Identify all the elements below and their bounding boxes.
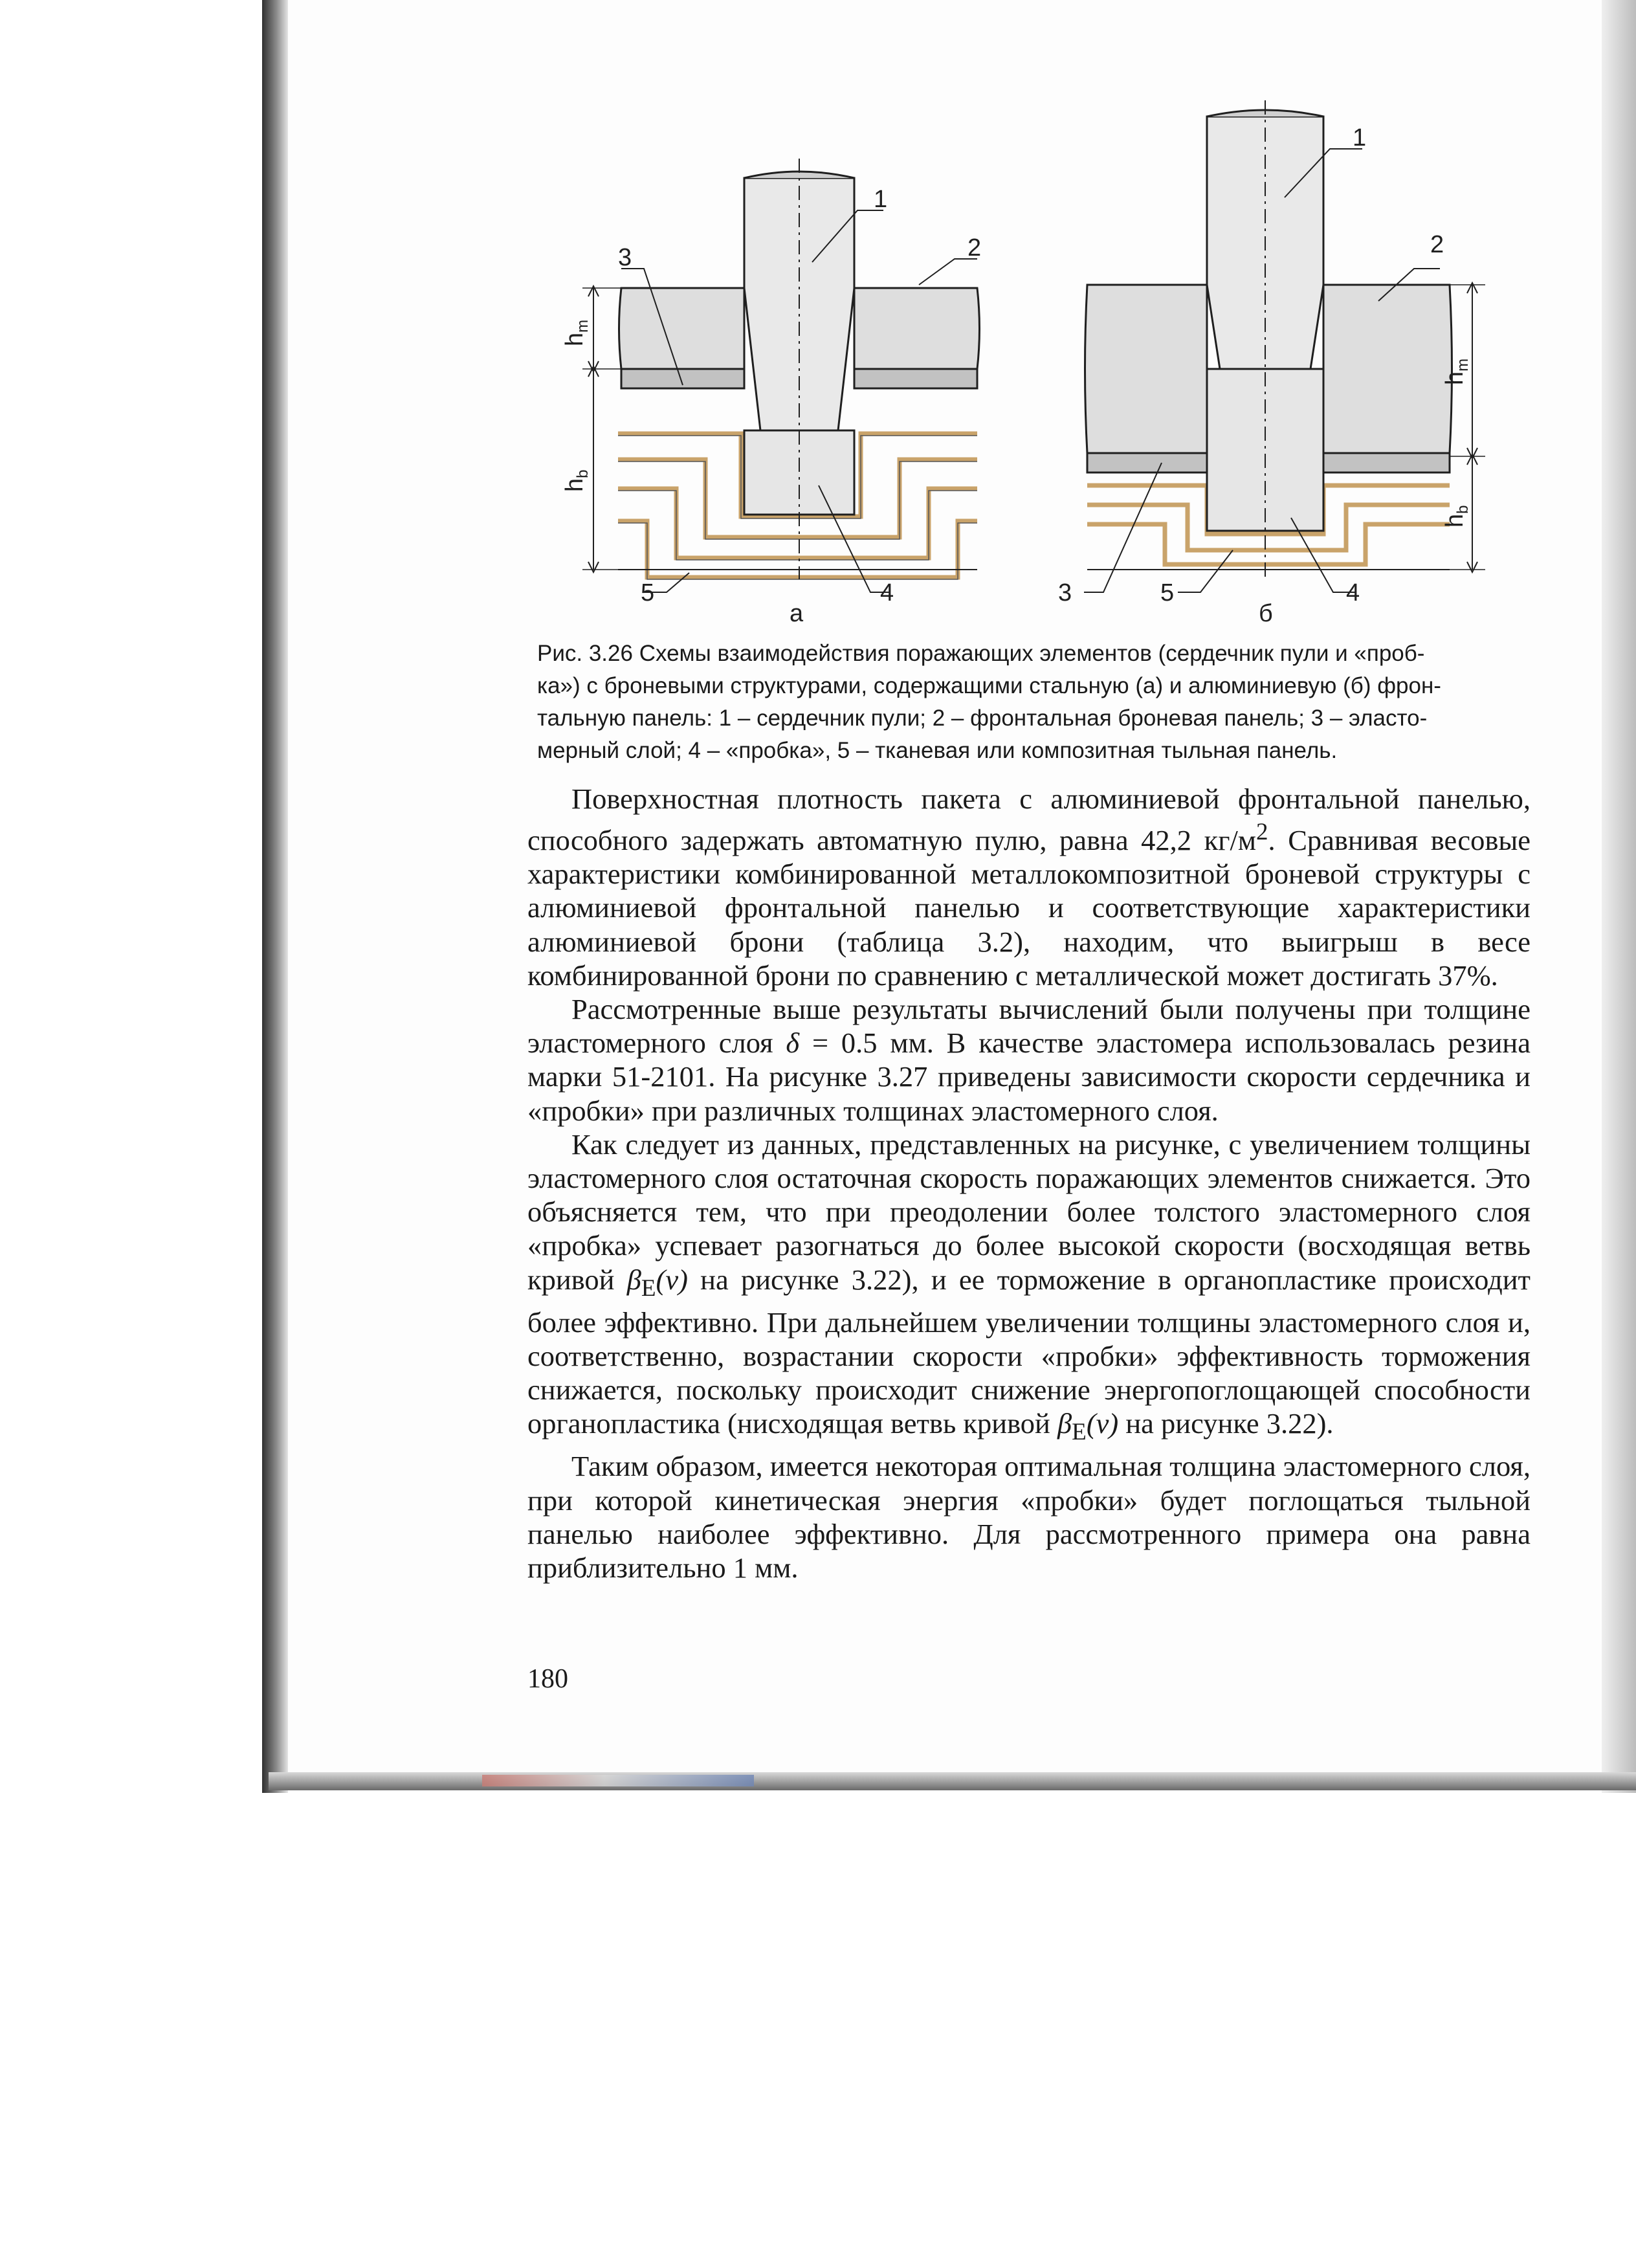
elastomer-layer-right [854,369,977,388]
label-a-4: 4 [880,579,894,606]
front-panel-left [619,288,745,369]
delta-symbol: δ [786,1027,800,1060]
label-b-5: 5 [1160,579,1175,606]
book-spine-shadow [262,0,288,1793]
cover-stripe [482,1775,754,1786]
subfigure-b [1084,100,1485,592]
caption-line: Рис. 3.26 Схемы взаимодействия поражающих элементов (сердечник пули и «проб- [537,641,1425,666]
label-b-2: 2 [1430,231,1444,258]
label-b-3: 3 [1058,579,1072,606]
caption-line: ка») с броневыми структурами, содержащими стальную (а) и алюминиевую (б) фрон- [537,673,1441,698]
caption-line: тальную панель: 1 – сердечник пули; 2 – фронтальная броневая панель; 3 – эласто- [537,706,1428,731]
paragraph-2: Рассмотренные выше результаты вычислений были получены при толщине эластомерного слоя δ = 0.5 мм. В качестве эластомера использовалась резина марки 51-2101. На рисунке 3.27 приведены зависимости скорости сердечника и «пробки» при различных толщинах эластомерного слоя. [527,993,1531,1127]
label-b-hm: $h_m$ [1441,358,1472,385]
beta-symbol: β [1057,1407,1072,1440]
beta-symbol: β [626,1263,641,1296]
paragraph-4: Таким образом, имеется некоторая оптимальная толщина эластомерного слоя, при которой кинетическая энергия «пробки» будет поглощаться тыльной панелью наиболее эффективно. Для рассмотренного примера она равна приблизительно 1 мм. [527,1450,1531,1584]
subfigure-b-caption: б [1259,600,1273,627]
elastomer-layer-right-b [1323,453,1450,472]
figure-caption [537,638,1521,767]
label-a-hb: $h_b$ [561,469,591,492]
label-b-1: 1 [1353,124,1367,151]
label-a-hm: $h_m$ [561,319,591,346]
page-number: 180 [527,1664,568,1694]
scan-margin [0,0,272,1793]
elastomer-layer-left [621,369,744,388]
front-panel-left-b [1085,285,1208,453]
subfigure-a-caption: а [790,600,804,627]
paragraph-3: Как следует из данных, представленных на рисунке, с увеличением толщины эластомерного слоя остаточная скорость поражающих элементов снижается. Это объясняется тем, что при преодолении более толстого эластомерного слоя «пробка» успевает разогнаться до более высокой скорости (восходящая ветвь кривой $\beta_E(v)$ на рисунке 3.22), и ее торможение в органопластике происходит более эффективно. При дальнейшем увеличении толщины эластомерного слоя и, соответственно, возрастании скорости «пробки» эффективность торможения снижается, поскольку происходит снижение энергопоглощающей способности органопластика (нисходящая ветвь кривой $\beta_E(v)$ на рисунке 3.22). [527,1128,1531,1446]
book-bottom-edge [269,1772,1636,1790]
label-a-3: 3 [618,244,632,271]
elastomer-layer-left-b [1087,453,1207,472]
label-a-1: 1 [874,186,888,213]
page-edge-shadow [1602,0,1636,1793]
subfigure-a [582,159,980,592]
figure-3-26 [547,97,1547,627]
front-panel-right [854,288,980,369]
caption-line: мерный слой; 4 – «пробка», 5 – тканевая или композитная тыльная панель. [537,738,1338,763]
front-panel-right-b [1323,285,1452,453]
label-a-5: 5 [641,579,655,606]
label-a-2: 2 [967,234,982,261]
body-text [527,782,1531,1584]
paragraph-1: Поверхностная плотность пакета с алюминиевой фронтальной панелью, способного задержать автоматную пулю, равна 42,2 $кг/м^2$. Сравнивая весовые характеристики комбинированной металлокомпозитной броневой структуры с алюминиевой фронтальной панелью и соответствующие характеристики алюминиевой брони (таблица 3.2), находим, что выигрыш в весе комбинированной брони по сравнению с металлической может достигать 37%. [527,783,1531,992]
label-b-hb: $h_b$ [1441,505,1472,528]
label-b-4: 4 [1346,579,1360,606]
